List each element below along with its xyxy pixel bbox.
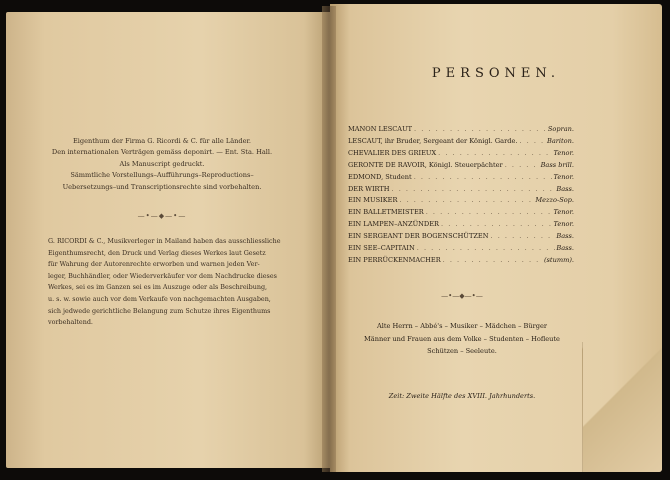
leader-dots [436, 148, 553, 160]
role-name: EIN PERRÜCKENMACHER [348, 255, 441, 264]
imprint-notice [0, 136, 324, 193]
notice-line: leger, Buchhändler, oder Wiederverkäufer vor dem Nachdrucke dieses [48, 271, 277, 280]
voice-type: Bass. [556, 244, 574, 253]
imprint-line: Eigenthum der Firma G. Ricordi & C. für alle Länder. [72, 137, 252, 145]
imprint-line: Den internationalen Verträgen gemäss deponirt. — Ent. Sta. Hall. [51, 148, 273, 157]
cast-list [348, 124, 574, 267]
leader-dots [415, 243, 557, 255]
cast-row [348, 124, 574, 136]
role-name: EIN BALLETMEISTER [348, 208, 424, 217]
torn-page-corner [582, 342, 662, 472]
voice-type: Bass. [556, 184, 574, 193]
cast-row [348, 243, 574, 255]
voice-type: Tenor. [553, 208, 574, 217]
ornament-divider: —•—◆—•— [137, 212, 187, 220]
ricordi-notice [48, 236, 298, 329]
chorus-list [330, 320, 594, 358]
notice-line: vorbehaltend. [48, 318, 93, 327]
voice-type: Bass brill. [540, 160, 574, 169]
page-title: PERSONEN. [431, 66, 561, 81]
cast-row [348, 172, 574, 184]
cast-row [348, 184, 574, 196]
notice-line: u. s. w. sowie auch vor dem Verkaufe von nachgemachten Ausgaben, [48, 294, 271, 303]
notice-line: Eigenthumsrecht, den Druck und Verlag dieses Werkes laut Gesetz [48, 248, 266, 257]
cast-row [348, 160, 574, 172]
voice-type: (stumm). [543, 255, 574, 264]
leader-dots [503, 160, 541, 172]
chorus-line: Schützen – Seeleute. [427, 347, 497, 356]
leader-dots [412, 124, 548, 136]
role-name: EIN SERGEANT DER BOGENSCHÜTZEN [348, 232, 489, 241]
notice-line: G. RICORDI & C., Musikverleger in Mailand haben das ausschliessliche [48, 237, 281, 245]
cast-row [348, 255, 574, 267]
role-name: EIN MUSIKER [348, 196, 398, 205]
notice-line: Werkes, sei es im Ganzen sei es im Auszuge oder als Beschreibung, [48, 283, 268, 292]
leader-dots [489, 231, 557, 243]
cast-row [348, 231, 574, 243]
ornament-divider: —•—◆—•— [441, 292, 483, 300]
voice-type: Mezzo-Sop. [535, 196, 574, 205]
chorus-line: Alte Herrn – Abbé's – Musiker – Mädchen – Bürger [376, 322, 548, 330]
voice-type: Tenor. [553, 172, 574, 181]
voice-type: Tenor. [553, 220, 574, 229]
leader-dots [439, 219, 553, 231]
leader-dots [424, 207, 554, 219]
voice-type: Sopran. [547, 125, 574, 133]
cast-row [348, 219, 574, 231]
role-name: EIN LAMPEN–ANZÜNDER [348, 220, 439, 229]
imprint-line: Sämmtliche Vorstellungs–Aufführungs–Reproductions– [70, 171, 254, 180]
voice-type: Tenor. [553, 148, 574, 157]
role-name: MANON LESCAUT [348, 125, 413, 133]
leader-dots [441, 255, 544, 267]
imprint-line: Als Manuscript gedruckt. [119, 159, 205, 168]
voice-type: Bariton. [547, 136, 574, 145]
leader-dots [517, 136, 547, 148]
cast-row [348, 136, 574, 148]
voice-type: Bass. [556, 232, 574, 241]
chorus-line: Männer und Frauen aus dem Volke – Studenten – Hofleute [364, 334, 560, 343]
role-name: LESCAUT, ihr Bruder, Sergeant der Königl. Garde. [348, 136, 518, 145]
setting-period: Zeit: Zweite Hälfte des XVIII. Jahrhunderts. [388, 392, 536, 400]
leader-dots [397, 195, 535, 207]
cast-row [348, 195, 574, 207]
role-name: DER WIRTH [348, 184, 390, 193]
role-name: EIN SEE–CAPITAIN [348, 244, 415, 253]
role-name: EDMOND, Student [348, 172, 412, 181]
role-name: CHEVALIER DES GRIEUX [348, 148, 437, 157]
cast-row [348, 207, 574, 219]
leader-dots [412, 172, 554, 184]
role-name: GERONTE DE RAVOIR, Königl. Steuerpächter [348, 160, 503, 169]
notice-line: für Wahrung der Autorenrechte erworben und warnen jeden Ver- [48, 260, 260, 269]
leader-dots [390, 184, 557, 196]
cast-row [348, 148, 574, 160]
notice-line: sich jedwede gerichtliche Belangung zum Schutze ihres Eigenthums [48, 306, 271, 315]
imprint-line: Uebersetzungs–und Transcriptionsrechte sind vorbehalten. [62, 182, 262, 191]
